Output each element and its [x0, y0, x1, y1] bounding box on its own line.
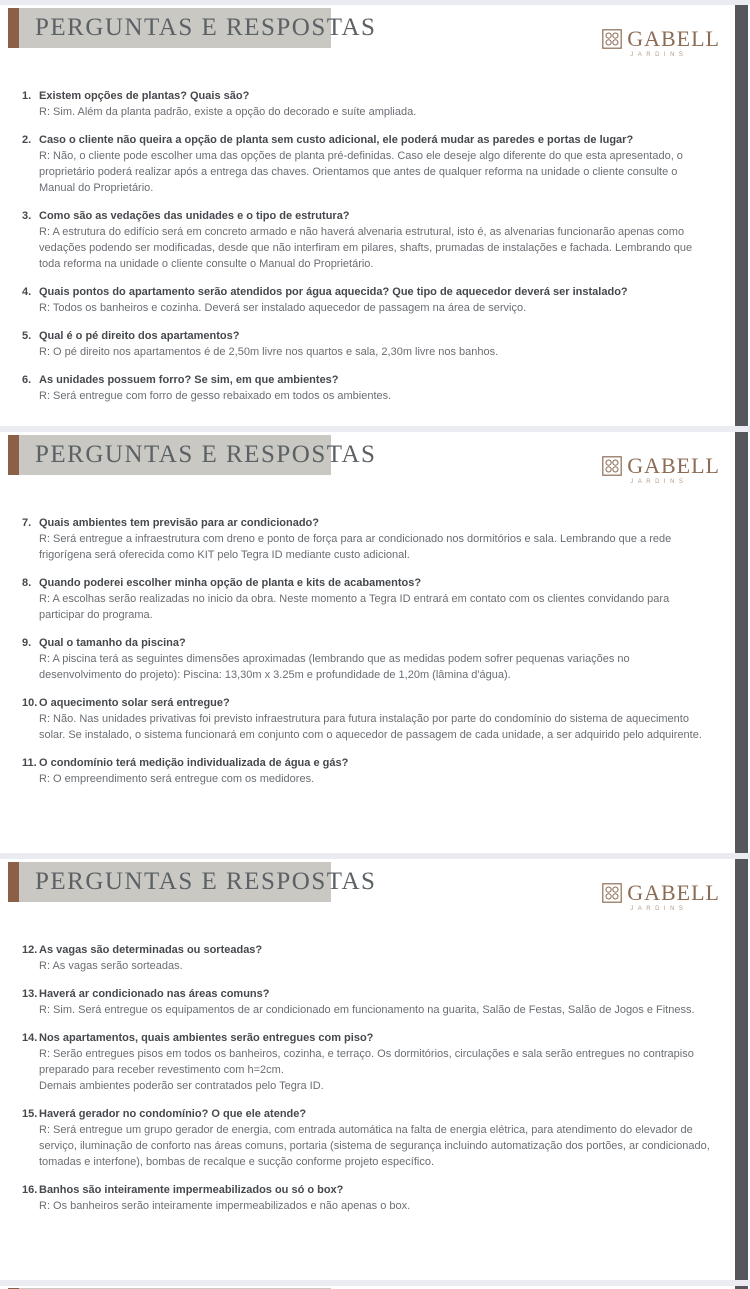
question-number: 14. — [22, 1032, 38, 1044]
logo-subtitle: JARDINS — [630, 52, 688, 58]
question-row — [22, 575, 710, 591]
qa-item — [22, 942, 710, 974]
question-text: Qual é o pé direito dos apartamentos? — [39, 330, 240, 342]
answer-text: R: A escolhas serão realizadas no inicio da obra. Neste momento a Tegra ID entrará em contato com os clientes convidando para participar do programa. — [39, 593, 670, 621]
logo-name: GABELL — [627, 26, 720, 51]
question-row — [22, 132, 710, 148]
question-number: 12. — [22, 944, 38, 956]
qa-item — [22, 635, 710, 683]
qa-item — [22, 515, 710, 563]
question-row — [22, 986, 710, 1002]
question-text: Caso o cliente não queira a opção de planta sem custo adicional, ele poderá mudar as paredes e portas de lugar? — [39, 134, 634, 146]
answer-text: R: A piscina terá as seguintes dimensões aproximadas (lembrando que as medidas podem sofrer pequenas variações no desenvolvimento do projeto): Piscina: 13,30m x 3.25m e profundidade de 1,20m (lâmina d'água). — [39, 653, 630, 681]
qa-item — [22, 132, 710, 196]
question-text: Como são as vedações das unidades e o tipo de estrutura? — [39, 210, 350, 222]
question-row — [22, 328, 710, 344]
qa-item — [22, 284, 710, 316]
question-row — [22, 755, 710, 771]
answer-text: R: O pé direito nos apartamentos é de 2,50m livre nos quartos e sala, 2,30m livre nos banhos. — [39, 346, 499, 358]
answer-text: R: Será entregue a infraestrutura com dreno e ponto de força para ar condicionado nos dormitórios e sala. Lembrando que a rede frigorígena será oferecida como KIT pelo Tegra ID mediante custo adicional. — [39, 533, 672, 561]
qa-item — [22, 755, 710, 787]
question-text: Existem opções de plantas? Quais são? — [39, 90, 250, 102]
qa-list — [0, 902, 750, 1214]
question-row — [22, 208, 710, 224]
page-edge-bar — [735, 859, 748, 1280]
question-row — [22, 635, 710, 651]
logo-subtitle: JARDINS — [630, 479, 688, 485]
qa-item — [22, 328, 710, 360]
answer-text: R: O empreendimento será entregue com os medidores. — [39, 773, 315, 785]
gabell-monogram-icon — [602, 28, 622, 49]
title-box — [19, 435, 377, 475]
answer-text: R: Todos os banheiros e cozinha. Deverá ser instalado aquecedor de passagem na área de serviço. — [39, 302, 527, 314]
question-number: 13. — [22, 988, 38, 1000]
question-number: 1. — [22, 90, 32, 102]
question-number: 4. — [22, 286, 32, 298]
answer-text: R: Sim. Além da planta padrão, existe a opção do decorado e suíte ampliada. — [39, 106, 417, 118]
question-row — [22, 1182, 710, 1198]
answer-text: R: As vagas serão sorteadas. — [39, 960, 183, 972]
qa-item — [22, 208, 710, 272]
logo-name: GABELL — [627, 880, 720, 905]
page-title: PERGUNTAS E RESPOSTAS — [35, 441, 377, 468]
question-number: 3. — [22, 210, 32, 222]
title-box — [19, 8, 377, 48]
qa-item — [22, 986, 710, 1018]
question-text: O condomínio terá medição individualizada de água e gás? — [39, 757, 349, 769]
answer-text: R: Os banheiros serão inteiramente impermeabilizados e não apenas o box. — [39, 1200, 411, 1212]
title-box — [19, 862, 377, 902]
question-row — [22, 88, 710, 104]
accent-bar — [8, 862, 19, 902]
question-row — [22, 284, 710, 300]
question-number: 11. — [22, 757, 37, 769]
faq-page-1 — [0, 5, 750, 426]
brand-logo — [602, 28, 720, 58]
page-header — [0, 435, 750, 485]
brand-logo — [602, 882, 720, 912]
question-text: Haverá ar condicionado nas áreas comuns? — [39, 988, 270, 1000]
answer-text: R: Não, o cliente pode escolher uma das opções de planta pré-definidas. Caso ele deseje algo diferente do que esta apresentado, o proprietário poderá realizar após a entrega das chaves. Orientamos que antes de qualquer reforma na unidade o cliente consulte o Manual do Proprietário. — [39, 150, 683, 194]
page-edge-bar — [735, 5, 748, 426]
question-text: Quais ambientes tem previsão para ar condicionado? — [39, 517, 319, 529]
question-text: Nos apartamentos, quais ambientes serão entregues com piso? — [39, 1032, 374, 1044]
question-number: 10. — [22, 697, 38, 709]
brand-logo — [602, 455, 720, 485]
question-text: Haverá gerador no condomínio? O que ele atende? — [39, 1108, 307, 1120]
qa-item — [22, 1106, 710, 1170]
gabell-monogram-icon — [602, 455, 622, 476]
answer-text: R: Será entregue com forro de gesso rebaixado em todos os ambientes. — [39, 390, 392, 402]
question-row — [22, 515, 710, 531]
accent-bar — [8, 435, 19, 475]
question-number: 8. — [22, 577, 32, 589]
question-text: Quando poderei escolher minha opção de planta e kits de acabamentos? — [39, 577, 422, 589]
answer-text: Demais ambientes poderão ser contratados pelo Tegra ID. — [39, 1080, 324, 1092]
qa-item — [22, 1182, 710, 1214]
page-header — [0, 8, 750, 58]
question-row — [22, 372, 710, 388]
qa-list — [0, 475, 750, 787]
question-row — [22, 1106, 710, 1122]
question-number: 2. — [22, 134, 32, 146]
qa-item — [22, 88, 710, 120]
logo-subtitle: JARDINS — [630, 906, 688, 912]
logo-name: GABELL — [627, 453, 720, 478]
question-number: 6. — [22, 374, 32, 386]
qa-item — [22, 372, 710, 404]
faq-page-2 — [0, 432, 750, 853]
qa-list — [0, 48, 750, 404]
page-title: PERGUNTAS E RESPOSTAS — [35, 868, 377, 895]
question-row — [22, 942, 710, 958]
answer-text: R: Não. Nas unidades privativas foi previsto infraestrutura para futura instalação por parte do condomínio do sistema de aquecimento solar. Se instalado, o sistema funcionará em conjunto com o aquecedor de passagem de cada unidade, a ser adquirido pelo adquirente. — [39, 713, 702, 741]
question-text: Qual o tamanho da piscina? — [39, 637, 186, 649]
page-edge-bar — [735, 432, 748, 853]
answer-text: R: Será entregue um grupo gerador de energia, com entrada automática na falta de energia elétrica, para atendimento do elevador de serviço, iluminação de conforto nas áreas comuns, portaria (sistema de segurança incluindo automatização dos portões, ar condicionado, tomadas e interfone), bombas de recalque e sucção conforme projeto específico. — [39, 1124, 710, 1168]
page-title: PERGUNTAS E RESPOSTAS — [35, 14, 377, 41]
question-number: 5. — [22, 330, 32, 342]
faq-page-3 — [0, 859, 750, 1280]
qa-item — [22, 1030, 710, 1094]
question-text: As unidades possuem forro? Se sim, em que ambientes? — [39, 374, 339, 386]
gabell-monogram-icon — [602, 882, 622, 903]
question-number: 9. — [22, 637, 32, 649]
answer-text: R: Serão entregues pisos em todos os banheiros, cozinha, e terraço. Os dormitórios, circulações e sala serão entregues no contrapiso preparado para receber revestimento com h=2cm. — [39, 1048, 694, 1076]
question-row — [22, 1030, 710, 1046]
answer-text: R: Sim. Será entregue os equipamentos de ar condicionado em funcionamento na guarita, Salão de Festas, Salão de Jogos e Fitness. — [39, 1004, 695, 1016]
answer-text: R: A estrutura do edifício será em concreto armado e não haverá alvenaria estrutural, isto é, as alvenarias funcionarão apenas como vedações podendo ser modificadas, desde que não interfiram em pilares, shafts, prumadas de instalações e fachada. Lembrando que toda reforma na unidade o cliente consulte o Manual do Proprietário. — [39, 226, 693, 270]
question-text: O aquecimento solar será entregue? — [39, 697, 230, 709]
question-number: 7. — [22, 517, 32, 529]
page-header — [0, 862, 750, 912]
question-text: Banhos são inteiramente impermeabilizados ou só o box? — [39, 1184, 344, 1196]
question-number: 16. — [22, 1184, 38, 1196]
question-text: As vagas são determinadas ou sorteadas? — [39, 944, 263, 956]
question-number: 15. — [22, 1108, 38, 1120]
qa-item — [22, 575, 710, 623]
accent-bar — [8, 8, 19, 48]
question-text: Quais pontos do apartamento serão atendidos por água aquecida? Que tipo de aquecedor deverá ser instalado? — [39, 286, 628, 298]
question-row — [22, 695, 710, 711]
qa-item — [22, 695, 710, 743]
